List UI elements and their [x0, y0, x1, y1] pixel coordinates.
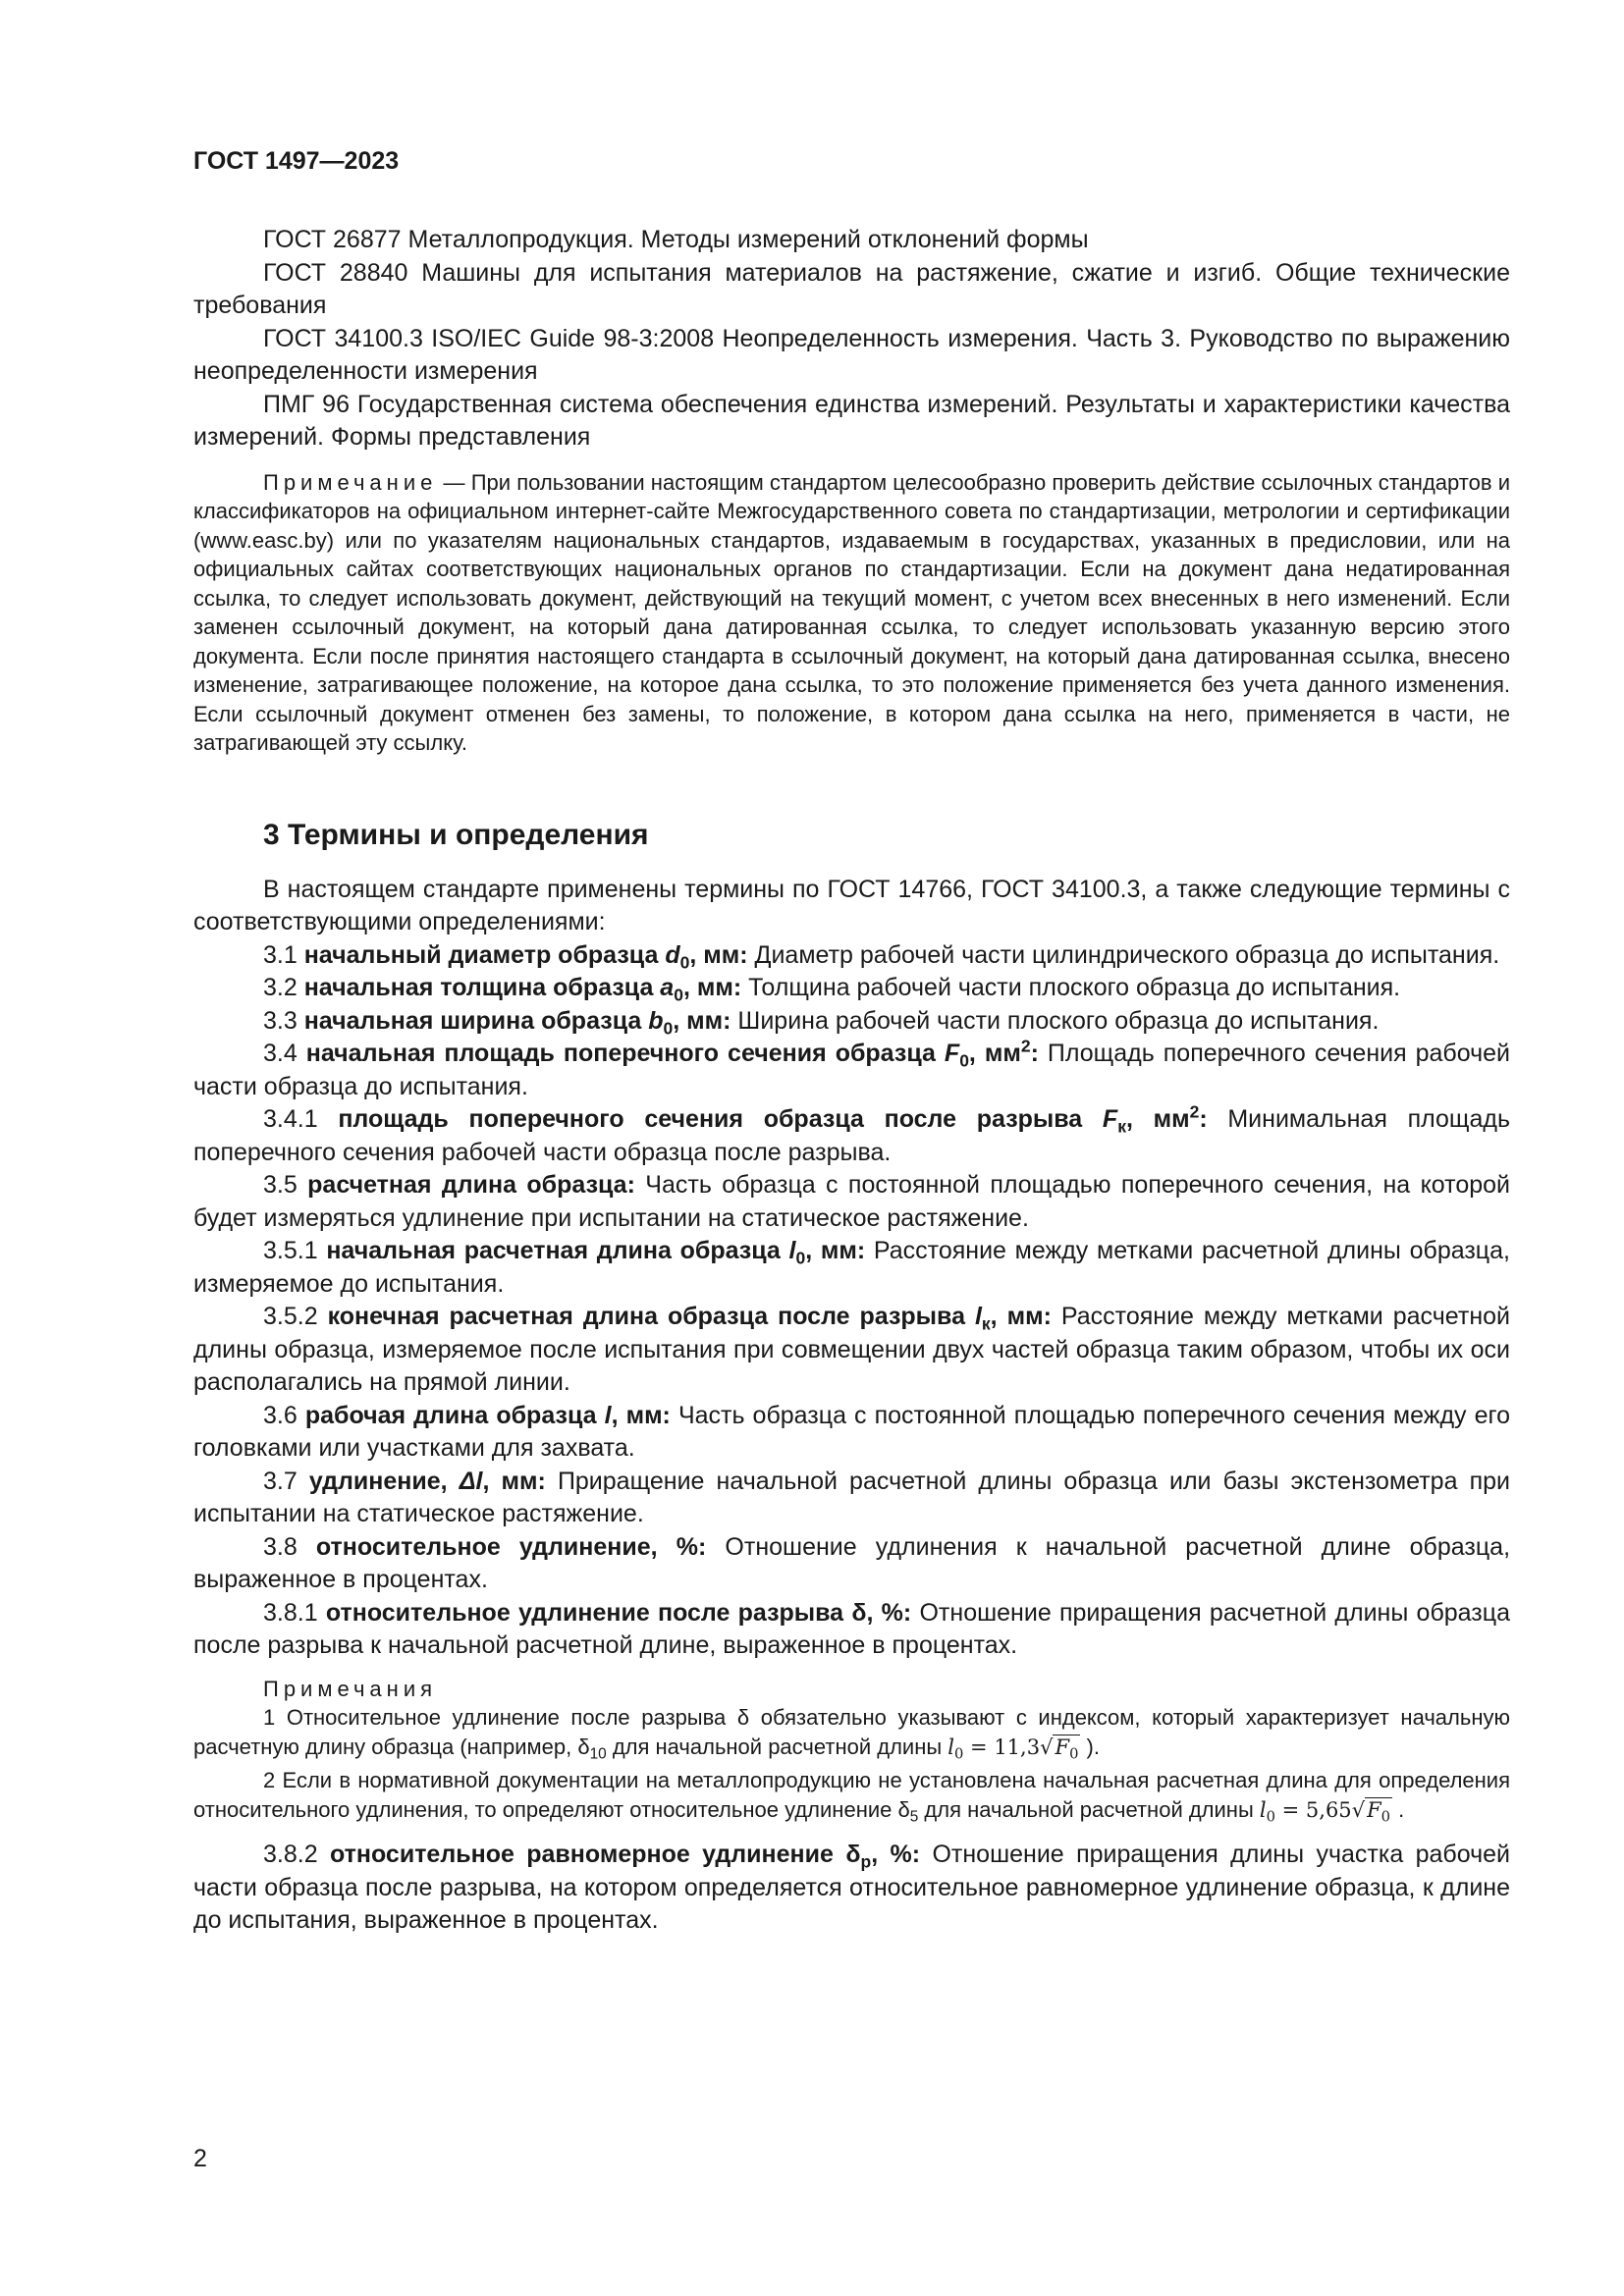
term-3-8: 3.8 относительное удлинение, %: Отношение удлинения к начальной расчетной длине образца, выраженное в процентах.	[193, 1532, 1511, 1593]
term-3-5: 3.5 расчетная длина образца: Часть образца с постоянной площадью поперечного сечения, на которой будет измеряться удлинение при испытании на статическое растяжение.	[193, 1171, 1510, 1232]
note-label: Примечание	[263, 469, 438, 495]
section-heading: 3 Термины и определения	[263, 818, 649, 851]
formula-l0-5-65: $l_0 = 5,65√F_0$	[1259, 1797, 1391, 1825]
term-3-4-1: 3.4.1 площадь поперечного сечения образца после разрыва $F_к$, $мм^2$: Минимальная площадь поперечного сечения рабочей части образца после разрыва.	[193, 1101, 1510, 1166]
page-content	[193, 224, 1510, 1938]
reference-item: ГОСТ 28840 Машины для испытания материалов на растяжение, сжатие и изгиб. Общие технические требования	[193, 258, 1510, 319]
page-number: 2	[193, 2145, 207, 2172]
sqrt-icon: √	[1351, 1797, 1366, 1822]
term-3-3: 3.3 начальная ширина образца $b_0$, мм: Ширина рабочей части плоского образца до испытания.	[263, 1006, 1380, 1038]
term-3-5-1: 3.5.1 начальная расчетная длина образца $l_0$, мм: Расстояние между метками расчетной длины образца, измеряемое до испытания.	[193, 1237, 1510, 1298]
notes-label: Примечания	[263, 1676, 438, 1701]
note-2: 2 Если в нормативной документации на металлопродукцию не установлена начальная расчетная длина для определения относительного удлинения, то определяют относительное удлинение $\delta_5$ для начальной расчетной длины $l_0 = 5,65√F_0$ .	[193, 1768, 1510, 1826]
term-3-6: 3.6 рабочая длина образца l, мм: Часть образца с постоянной площадью поперечного сечения между его головками или участками для захвата.	[193, 1401, 1510, 1462]
reference-item: ГОСТ 26877 Металлопродукция. Методы измерений отклонений формы	[263, 226, 1089, 253]
term-3-1: 3.1 начальный диаметр образца $d_0$, мм: Диаметр рабочей части цилиндрического образца до испытания.	[263, 940, 1500, 972]
note-text: — При пользовании настоящим стандартом целесообразно проверить действие ссылочных стандартов и классификаторов на официальном интернет-сайте Межгосударственного совета по стандартизации, метрологии и сертификации (www.easc.by) или по указателям национальных стандартов, издаваемым в государствах, указанных в предисловии, или на официальных сайтах соответствующих национальных органов по стандартизации. Если на документ дана недатированная ссылка, то следует использовать документ, действующий на текущий момент, с учетом всех внесенных в него изменений. Если заменен ссылочный документ, на который дана датированная ссылка, то следует использовать указанную версию этого документа. Если после принятия настоящего стандарта в ссылочный документ, на который дана датированная ссылка, внесено изменение, затрагивающее положение, на которое дана ссылка, то это положение применяется без учета данного изменения. Если ссылочный документ отменен без замены, то положение, в котором дана ссылка на него, применяется в части, не затрагивающей эту ссылку.	[193, 469, 1510, 755]
term-3-4: 3.4 начальная площадь поперечного сечения образца $F_0$, $мм^2$: Площадь поперечного сечения рабочей части образца до испытания.	[193, 1036, 1511, 1100]
reference-item: ПМГ 96 Государственная система обеспечения единства измерений. Результаты и характеристики качества измерений. Формы представления	[193, 390, 1510, 451]
formula-l0-11-3: $l_0 = 11,3√F_0$	[947, 1735, 1079, 1762]
page-header: ГОСТ 1497—2023	[193, 147, 400, 175]
term-3-2: 3.2 начальная толщина образца $a_0$, мм: Толщина рабочей части плоского образца до испытания.	[263, 974, 1401, 1005]
term-3-5-2: 3.5.2 конечная расчетная длина образца после разрыва $l_к$, мм: Расстояние между метками расчетной длины образца, измеряемое после испытания при совмещении двух частей образца таким образом, чтобы их оси располагались на прямой линии.	[193, 1303, 1510, 1396]
reference-item: ГОСТ 34100.3 ISO/IEC Guide 98-3:2008 Неопределенность измерения. Часть 3. Руководство по выражению неопределенности измерения	[193, 324, 1510, 385]
reference-note	[193, 468, 1510, 758]
section-intro: В настоящем стандарте применены термины по ГОСТ 14766, ГОСТ 34100.3, а также следующие термины с соответствующими определениями:	[193, 875, 1510, 935]
term-3-8-2: 3.8.2 относительное равномерное удлинение $\delta_р$, %: Отношение приращения длины участка рабочей части образца после разрыва, на котором определяется относительное равномерное удлинение образца, к длине до испытания, выраженное в процентах.	[193, 1841, 1510, 1934]
term-3-8-1: 3.8.1 относительное удлинение после разрыва δ, %: Отношение приращения расчетной длины образца после разрыва к начальной расчетной длине, выраженное в процентах.	[193, 1598, 1510, 1659]
term-3-7: 3.7 удлинение, Δl, мм: Приращение начальной расчетной длины образца или базы экстензометра при испытании на статическое растяжение.	[193, 1467, 1510, 1527]
sqrt-icon: √	[1040, 1735, 1054, 1759]
note-1: 1 Относительное удлинение после разрыва δ обязательно указывают с индексом, который характеризует начальную расчетную длину образца (например, $\delta_{10}$ для начальной расчетной длины $l_0 = 11,3√F_0$ ).	[193, 1705, 1510, 1763]
